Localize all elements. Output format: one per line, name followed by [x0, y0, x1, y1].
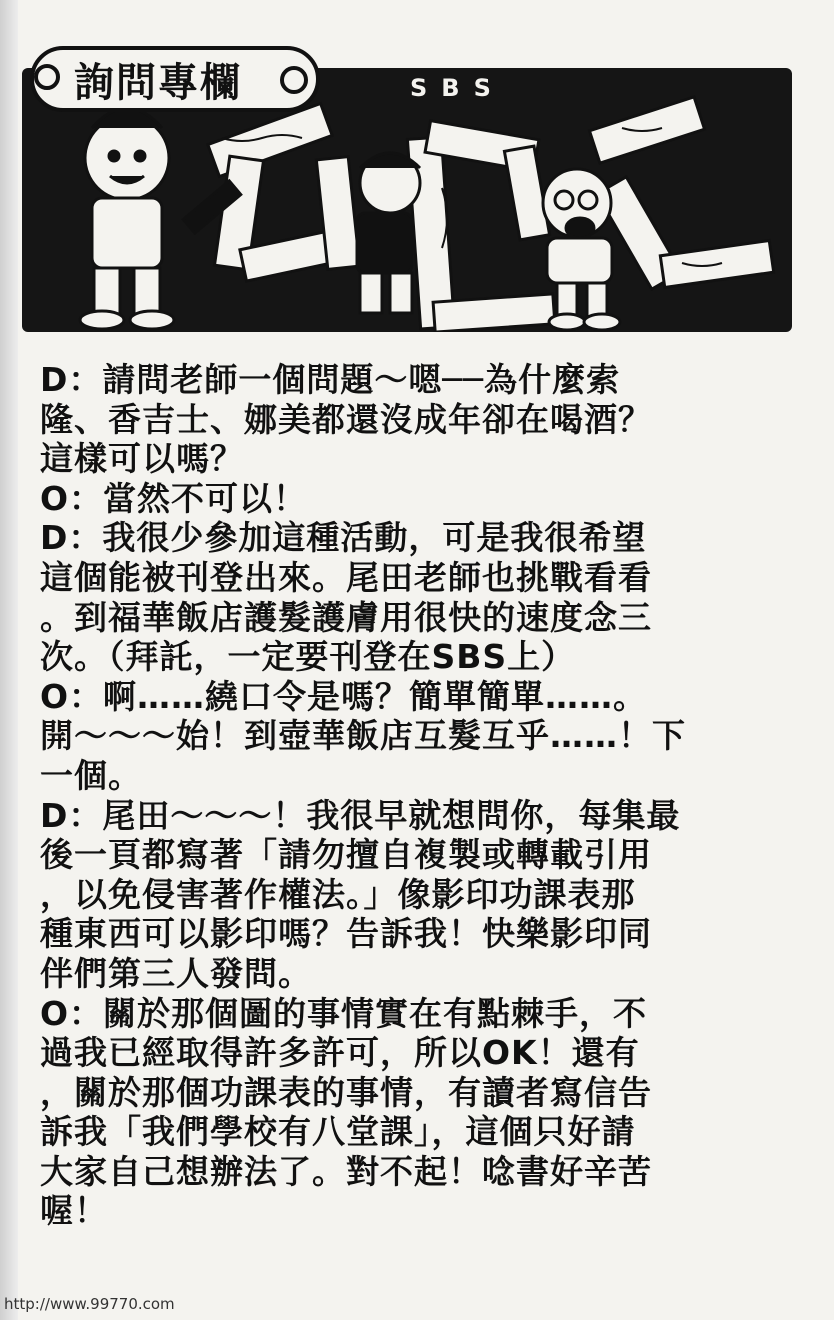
banner-title-box [30, 46, 320, 112]
text-line: 喔！ [40, 1191, 108, 1231]
swirl-left-icon [34, 64, 60, 90]
text-line: 訴我「我們學校有八堂課」，這個只好請 [40, 1112, 636, 1152]
text-line: 這個能被刊登出來。尾田老師也挑戰看看 [40, 557, 652, 597]
text-line: 次。（拜託，一定要刊登在SBS上） [40, 637, 576, 677]
text-line: O：啊……繞口令是嗎？簡單簡單……。 [40, 676, 648, 716]
text-line: 。到福華飯店護髮護膚用很快的速度念三 [40, 597, 652, 637]
qa-body [40, 360, 770, 1231]
text-line: 過我已經取得許多許可，所以OK！還有 [40, 1033, 640, 1073]
text-line: D：我很少參加這種活動，可是我很希望 [40, 518, 647, 558]
text-line: O：當然不可以！ [40, 478, 308, 518]
text-line: D：請問老師一個問題～嗯──為什麼索 [40, 360, 621, 399]
swirl-right-icon [280, 66, 308, 94]
text-line: 大家自己想辦法了。對不起！唸書好辛苦 [40, 1151, 652, 1191]
sbs-banner [22, 46, 792, 332]
text-line: 一個。 [40, 755, 142, 795]
banner-title: 詢問專欄 [74, 59, 242, 106]
text-line: 開～～～始！到壺華飯店互髮互乎……！下 [40, 716, 686, 756]
text-line: 後一頁都寫著「請勿擅自複製或轉載引用 [40, 835, 652, 875]
text-line: 種東西可以影印嗎？告訴我！快樂影印同 [40, 914, 652, 954]
page-edge [0, 0, 18, 1320]
text-line: O：關於那個圖的事情實在有點棘手，不 [40, 993, 648, 1033]
text-line: ，以免侵害著作權法。」像影印功課表那 [40, 874, 636, 914]
text-line: 隆、香吉士、娜美都還沒成年卻在喝酒？ [40, 399, 652, 439]
text-line: ，關於那個功課表的事情，有讀者寫信告 [40, 1072, 652, 1112]
watermark: http://www.99770.com [4, 1295, 175, 1313]
text-line: 這樣可以嗎？ [40, 439, 244, 479]
text-line: D：尾田～～～！我很早就想問你，每集最 [40, 795, 681, 835]
banner-subtitle: SBS [410, 74, 505, 102]
text-line: 伴們第三人發問。 [40, 953, 312, 993]
character-middle [357, 153, 420, 313]
